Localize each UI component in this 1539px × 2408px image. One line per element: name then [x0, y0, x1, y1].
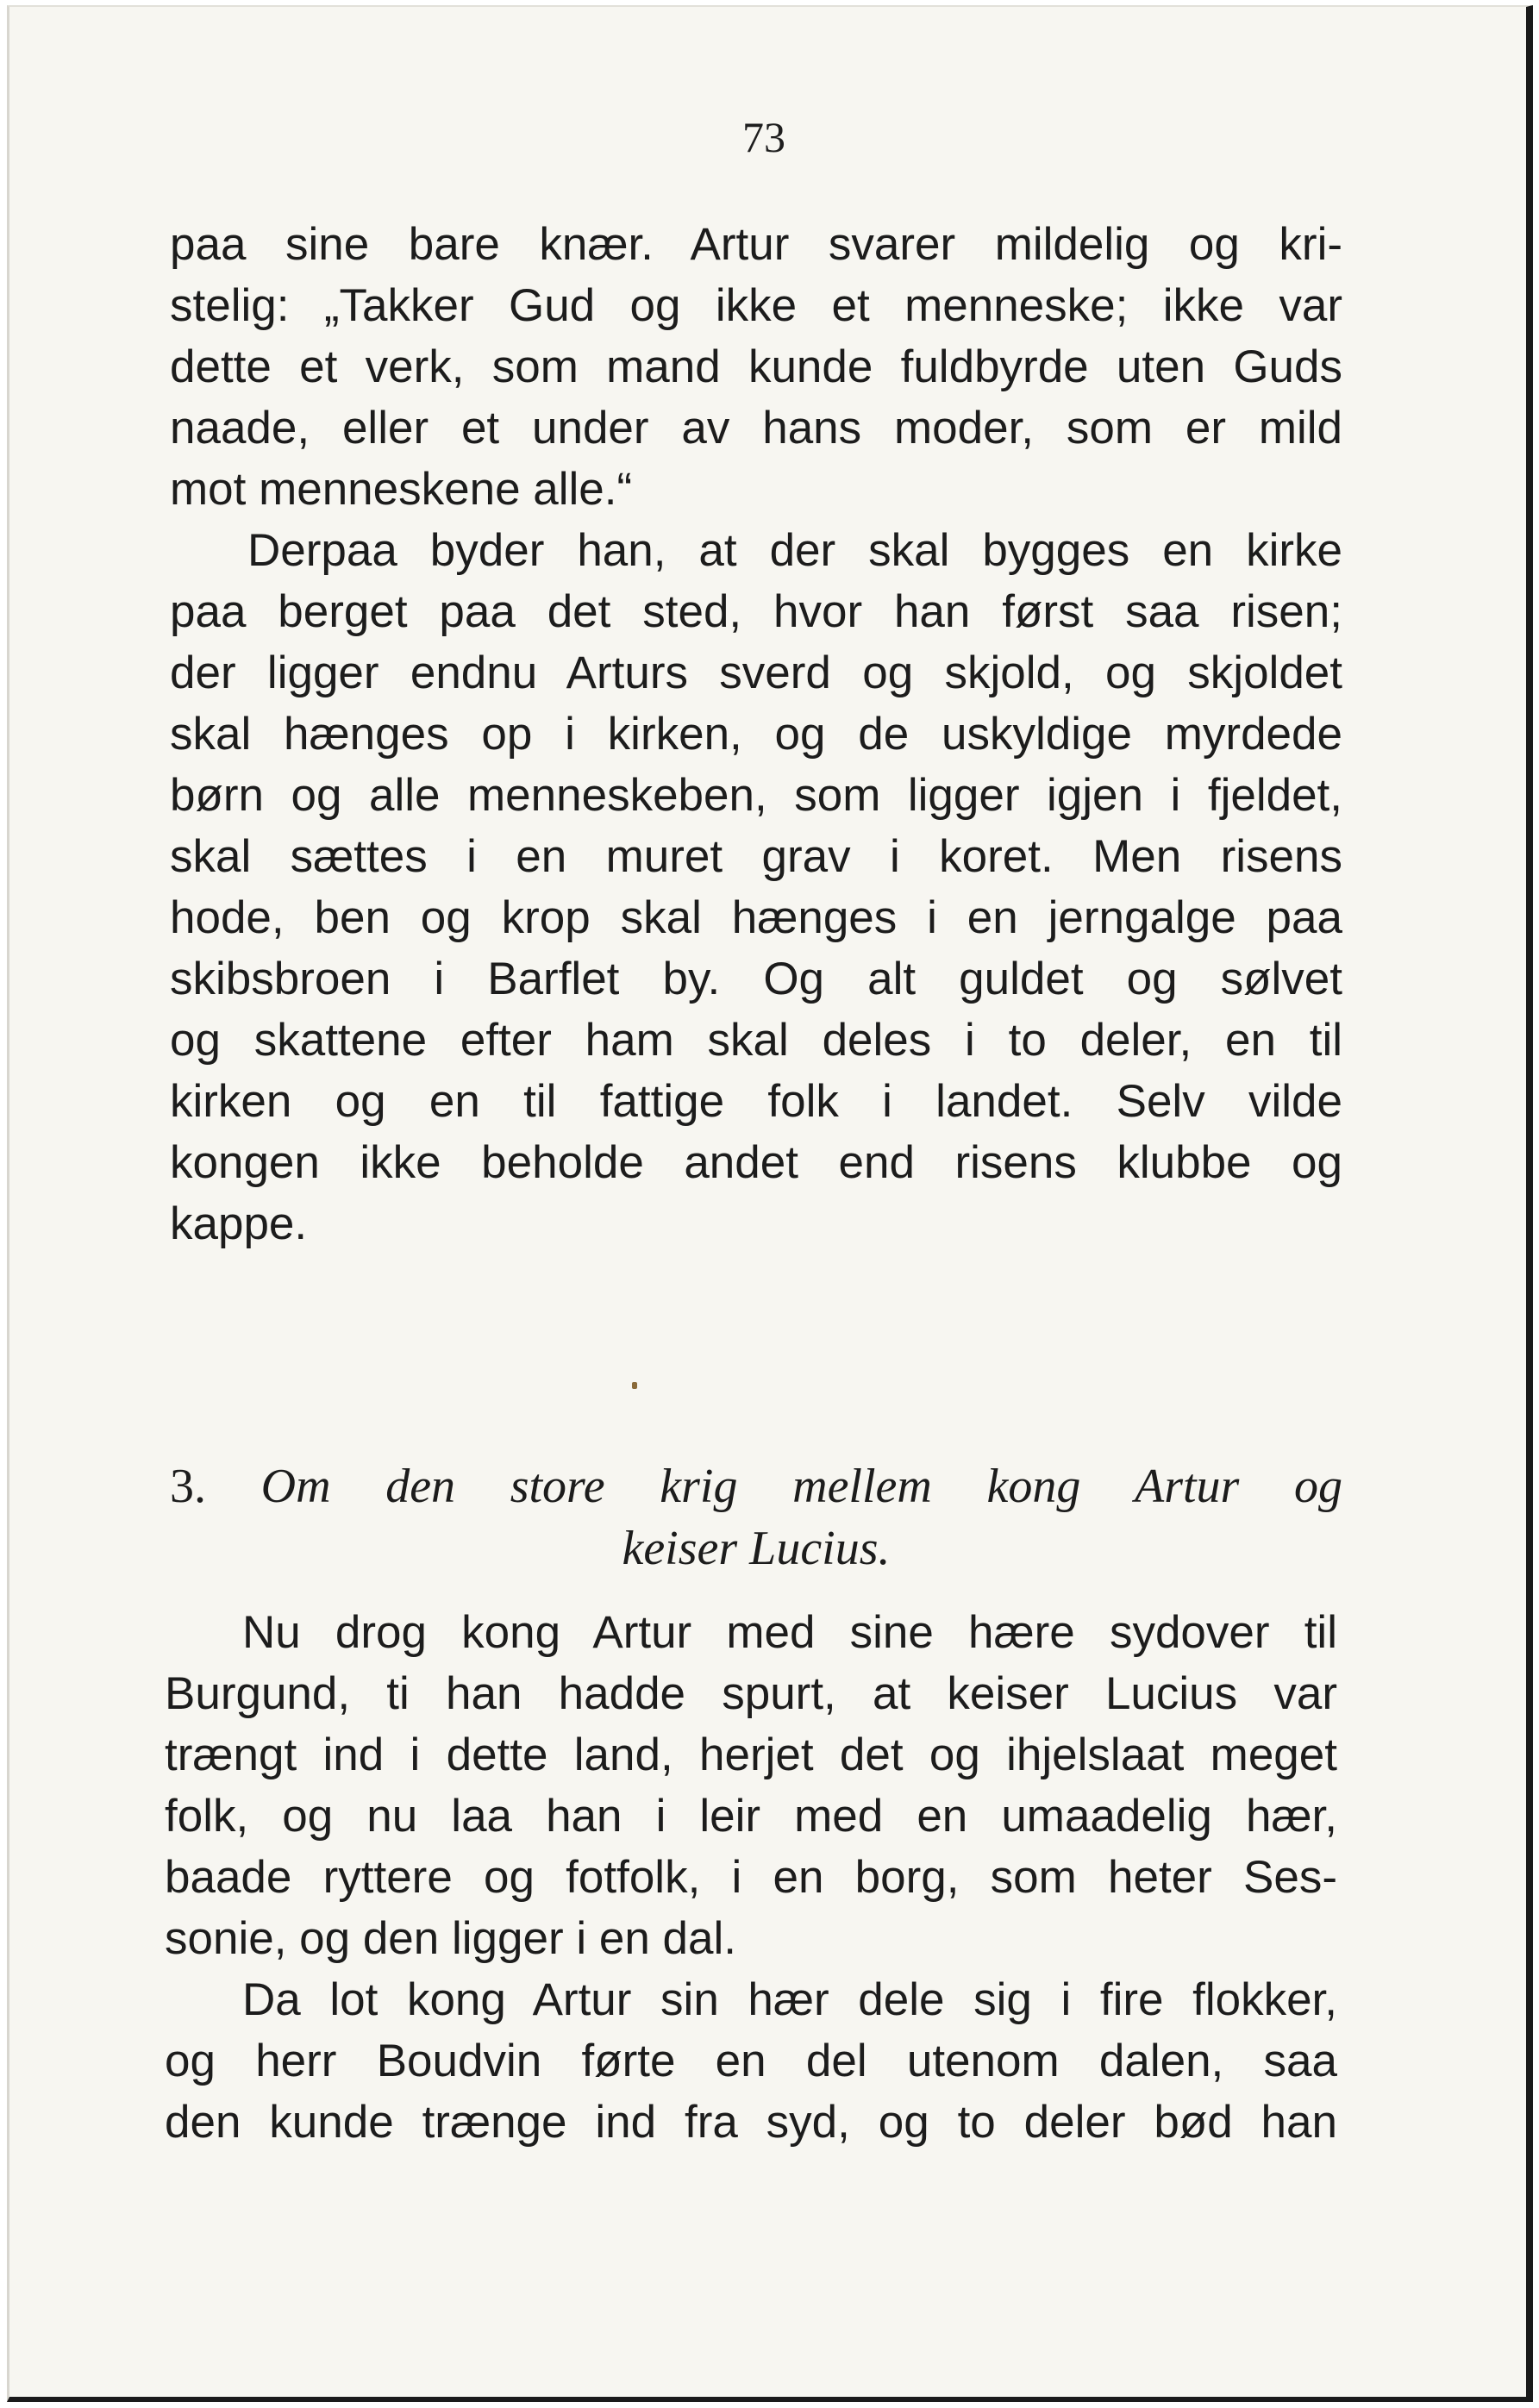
section-heading — [170, 1455, 1342, 1579]
paragraph-2-line: hode, ben og krop skal hænges i en jerngalge paa — [170, 892, 1342, 943]
paragraph-1-line: mot menneskene alle.“ — [170, 464, 633, 515]
paragraph-3-line: Nu drog kong Artur med sine hære sydover til — [242, 1607, 1337, 1658]
paragraph-2-line: paa berget paa det sted, hvor han først saa risen; — [170, 586, 1342, 637]
section-number: 3. — [170, 1460, 206, 1513]
paragraph-2-line: skal hænges op i kirken, og de uskyldige myrdede — [170, 709, 1342, 760]
paragraph-1-line: dette et verk, som mand kunde fuldbyrde uten Guds — [170, 341, 1342, 392]
paragraph-2-line: og skattene efter ham skal deles i to deler, en til — [170, 1015, 1342, 1066]
paragraph-4-line: Da lot kong Artur sin hær dele sig i fire flokker, — [242, 1974, 1337, 2025]
page-number: 73 — [742, 113, 785, 161]
paragraph-2-line: skal sættes i en muret grav i koret. Men risens — [170, 831, 1342, 882]
text-block-upper — [170, 214, 1342, 1254]
paragraph-4-line: den kunde trænge ind fra syd, og to deler bød han — [165, 2097, 1337, 2148]
paragraph-2-line: kongen ikke beholde andet end risens klubbe og — [170, 1137, 1342, 1188]
paragraph-3-line: sonie, og den ligger i en dal. — [165, 1913, 736, 1964]
paragraph-1-line: stelig: „Takker Gud og ikke et menneske; ikke var — [170, 280, 1342, 331]
section-heading-line-1 — [170, 1455, 1342, 1517]
paragraph-3-line: folk, og nu laa han i leir med en umaadelig hær, — [165, 1791, 1337, 1842]
paragraph-2-line: der ligger endnu Arturs sverd og skjold, og skjoldet — [170, 647, 1342, 698]
book-page — [7, 5, 1533, 2402]
ink-speck — [632, 1382, 637, 1389]
paragraph-2-line: kirken og en til fattige folk i landet. Selv vilde — [170, 1076, 1342, 1127]
paragraph-4-line: og herr Boudvin førte en del utenom dalen, saa — [165, 2036, 1337, 2086]
paragraph-3-line: baade ryttere og fotfolk, i en borg, som heter Ses- — [165, 1852, 1337, 1903]
text-block-lower — [165, 1602, 1337, 2153]
section-title-part-2: keiser Lucius. — [622, 1522, 891, 1575]
paragraph-1-line: naade, eller et under av hans moder, som er mild — [170, 403, 1342, 453]
paragraph-2-line: Derpaa byder han, at der skal bygges en kirke — [247, 525, 1342, 576]
paragraph-2-line: kappe. — [170, 1198, 308, 1249]
paragraph-3-line: Burgund, ti han hadde spurt, at keiser Lucius var — [165, 1668, 1337, 1719]
section-title-part-1: Om den store krig mellem kong Artur og — [260, 1460, 1342, 1513]
paragraph-2-line: børn og alle menneskeben, som ligger igjen i fjeldet, — [170, 770, 1342, 821]
paragraph-3-line: trængt ind i dette land, herjet det og ihjelslaat meget — [165, 1729, 1337, 1780]
paragraph-2-line: skibsbroen i Barflet by. Og alt guldet og sølvet — [170, 954, 1342, 1004]
paragraph-1-line: paa sine bare knær. Artur svarer mildelig og kri- — [170, 219, 1342, 270]
